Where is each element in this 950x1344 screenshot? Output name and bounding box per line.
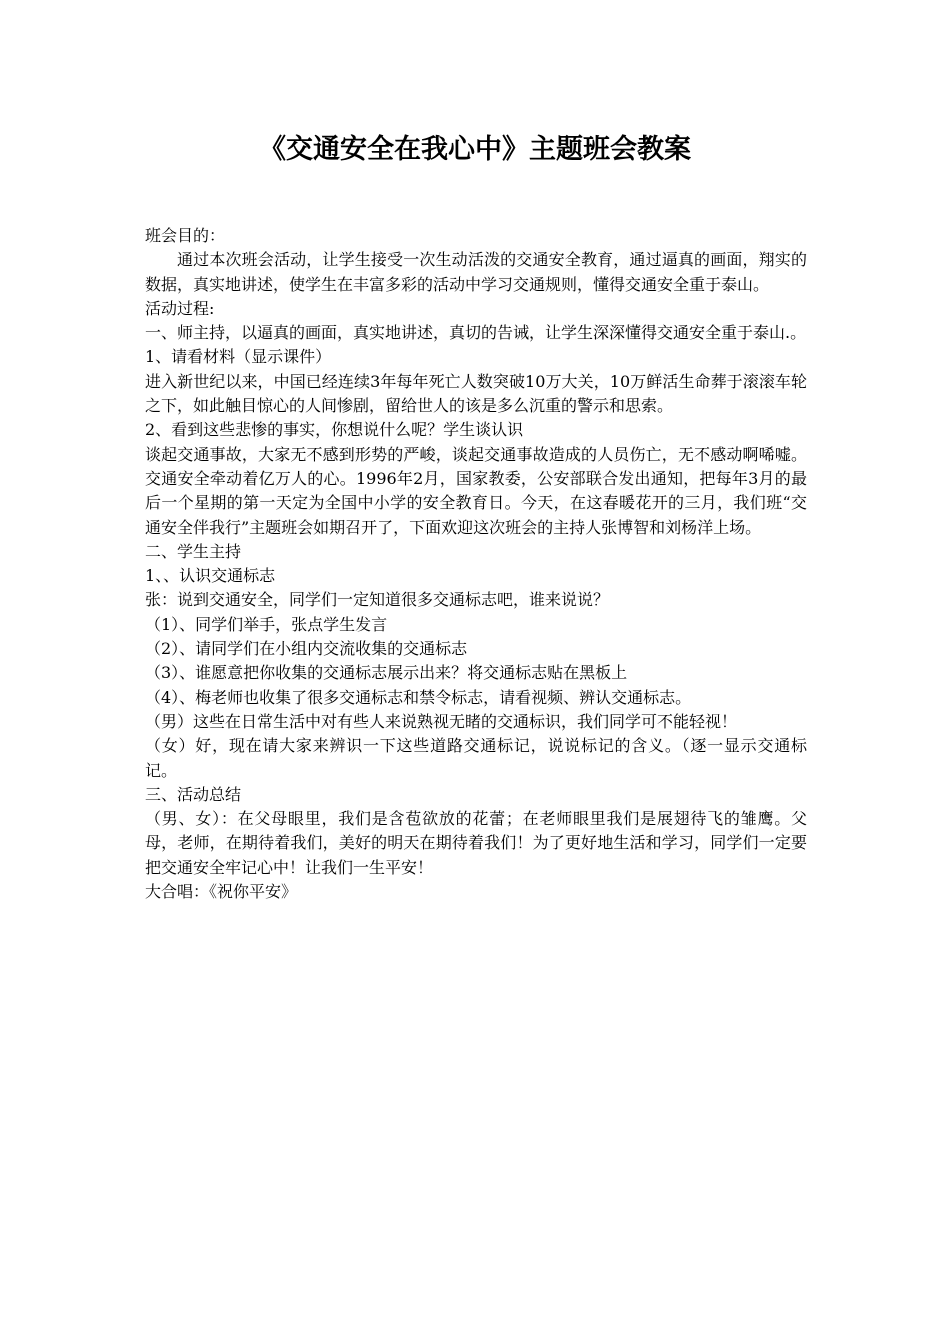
paragraph: 通过本次班会活动，让学生接受一次生动活泼的交通安全教育，通过逼真的画面，翔实的数据，真实地讲述，使学生在丰富多彩的活动中学习交通规则，懂得交通安全重于泰山。: [145, 250, 807, 294]
paragraph: （男、女）：在父母眼里，我们是含苞欲放的花蕾；在老师眼里我们是展翅待飞的雏鹰。父母，老师，在期待着我们，美好的明天在期待着我们！为了更好地生活和学习，同学们一定要把交通安全牢记心中！让我们一生平安！: [145, 809, 807, 877]
document-title: 《交通安全在我心中》主题班会教案: [259, 134, 691, 165]
paragraph: 2、看到这些悲惨的事实，你想说什么呢？学生谈认识: [145, 420, 524, 440]
paragraph: （3）、谁愿意把你收集的交通标志展示出来？将交通标志贴在黑板上: [145, 663, 628, 683]
paragraph: 活动过程:: [145, 298, 215, 318]
paragraph: 一、师主持，以逼真的画面，真实地讲述，真切的告诫，让学生深深懂得交通安全重于泰山.。: [145, 323, 807, 343]
paragraph: （1）、同学们举手，张点学生发言: [145, 614, 388, 634]
paragraph: 三、活动总结: [145, 784, 242, 804]
paragraph: （2）、请同学们在小组内交流收集的交通标志: [145, 639, 468, 659]
paragraph: 进入新世纪以来，中国已经连续3年每年死亡人数突破10万大关，10万鲜活生命葬于滚滚车轮之下，如此触目惊心的人间惨剧，留给世人的该是多么沉重的警示和思索。: [145, 371, 807, 416]
paragraph: （女）好，现在请大家来辨识一下这些道路交通标记，说说标记的含义。（逐一显示交通标记。: [145, 736, 807, 780]
paragraph: 张：说到交通安全，同学们一定知道很多交通标志吧，谁来说说？: [145, 590, 610, 610]
paragraph: （男）这些在日常生活中对有些人来说熟视无睹的交通标识，我们同学可不能轻视！: [145, 711, 738, 731]
paragraph: 班会目的：: [145, 226, 226, 245]
paragraph: 谈起交通事故，大家无不感到形势的严峻，谈起交通事故造成的人员伤亡，无不感动啊唏嘘。交通安全牵动着亿万人的心。1996年2月，国家教委，公安部联合发出通知，把每年3月的最后一个星期的第一天定为全国中小学的安全教育日。今天，在这春暖花开的三月，我们班“交通安全伴我行”主题班会如期召开了，下面欢迎这次班会的主持人张博智和刘杨洋上场。: [145, 444, 807, 537]
document-body: [145, 224, 807, 904]
paragraph: 1、请看材料（显示课件）: [145, 347, 332, 367]
paragraph: 大合唱：《祝你平安》: [145, 882, 298, 902]
paragraph: （4）、梅老师也收集了很多交通标志和禁令标志，请看视频、辨认交通标志。: [145, 687, 692, 707]
paragraph: 二、学生主持: [145, 541, 242, 561]
paragraph: 1、、认识交通标志: [145, 566, 276, 586]
